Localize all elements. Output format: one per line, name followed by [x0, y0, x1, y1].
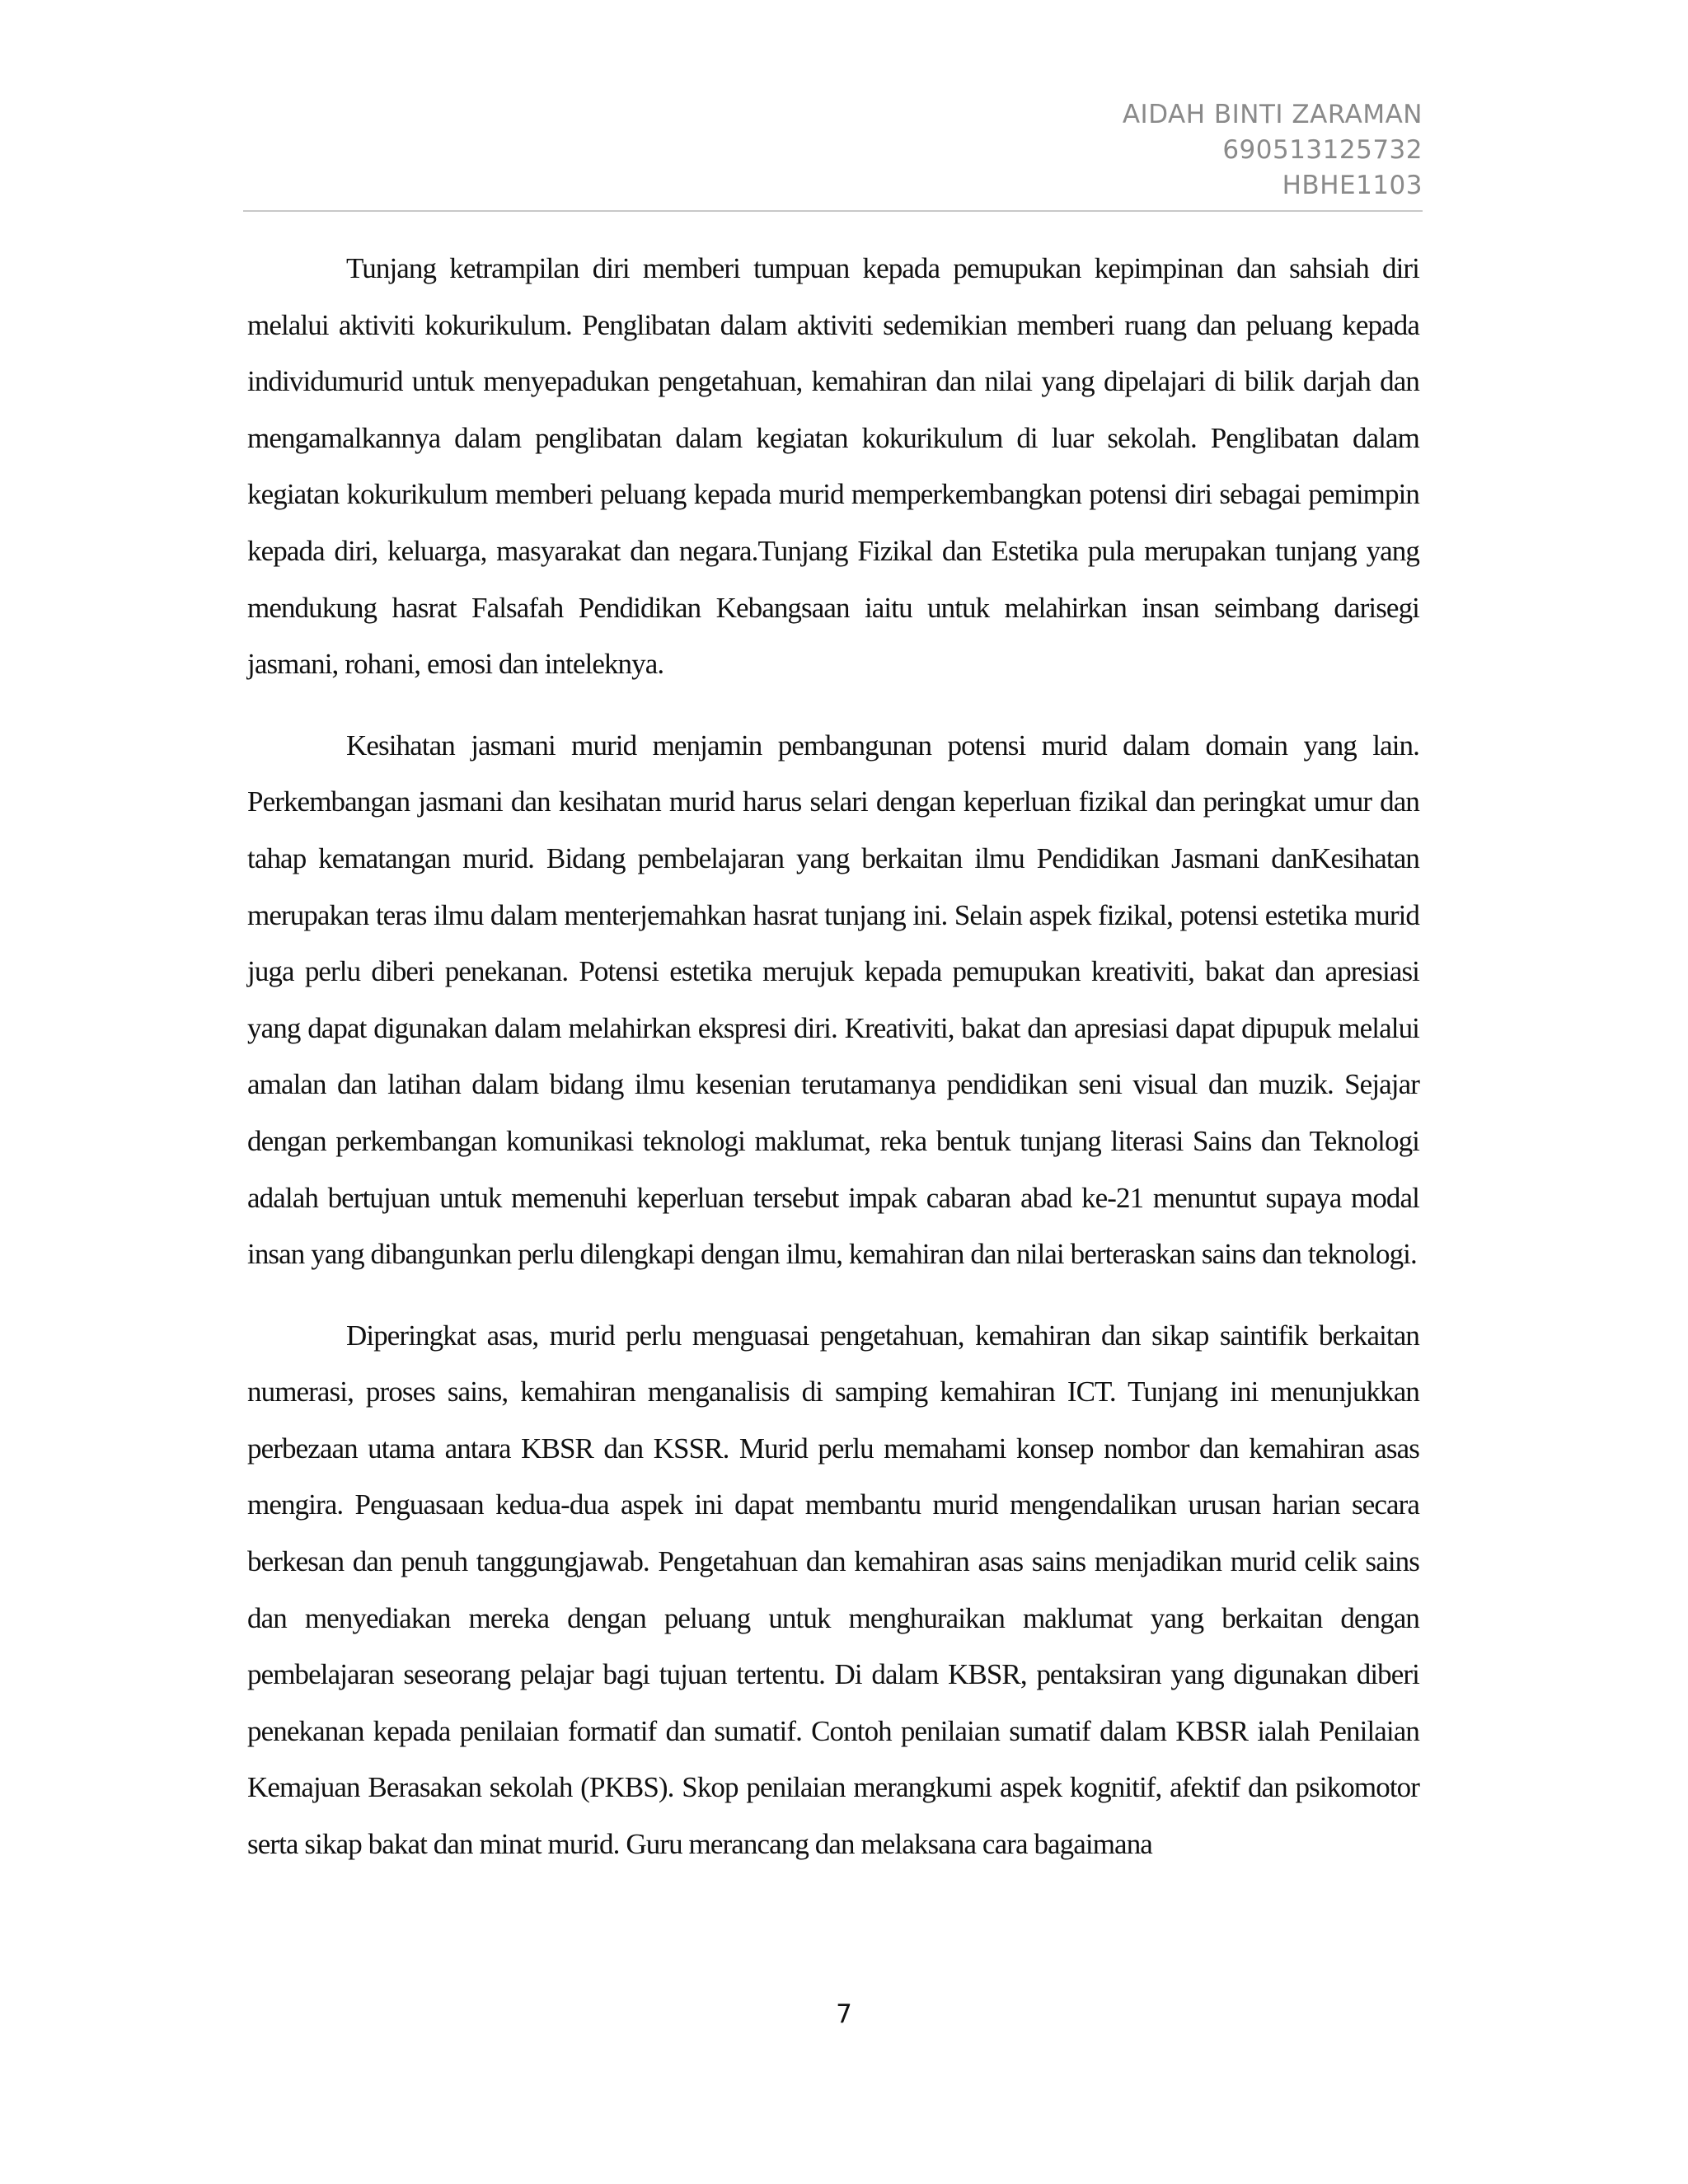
- header-author-name: AIDAH BINTI ZARAMAN: [1122, 100, 1423, 129]
- paragraph-1: Tunjang ketrampilan diri memberi tumpuan kepada pemupukan kepimpinan dan sahsiah diri melalui aktiviti kokurikulum. Penglibatan dalam aktiviti sedemikian memberi ruang dan peluang kepada individumurid untuk menyepadukan pengetahuan, kemahiran dan nilai yang dipelajari di bilik darjah dan mengamalkannya dalam penglibatan dalam kegiatan kokurikulum di luar sekolah. Penglibatan dalam kegiatan kokurikulum memberi peluang kepada murid memperkembangkan potensi diri sebagai pemimpin kepada diri, keluarga, masyarakat dan negara.Tunjang Fizikal dan Estetika pula merupakan tunjang yang mendukung hasrat Falsafah Pendidikan Kebangsaan iaitu untuk melahirkan insan seimbang darisegi jasmani, rohani, emosi dan inteleknya.: [247, 252, 1419, 681]
- document-body: [247, 241, 1419, 1873]
- paragraph-2: Kesihatan jasmani murid menjamin pembangunan potensi murid dalam domain yang lain. Perkembangan jasmani dan kesihatan murid harus selari dengan keperluan fizikal dan peringkat umur dan tahap kematangan murid. Bidang pembelajaran yang berkaitan ilmu Pendidikan Jasmani danKesihatan merupakan teras ilmu dalam menterjemahkan hasrat tunjang ini. Selain aspek fizikal, potensi estetika murid juga perlu diberi penekanan. Potensi estetika merujuk kepada pemupukan kreativiti, bakat dan apresiasi yang dapat digunakan dalam melahirkan ekspresi diri. Kreativiti, bakat dan apresiasi dapat dipupuk melalui amalan dan latihan dalam bidang ilmu kesenian terutamanya pendidikan seni visual dan muzik. Sejajar dengan perkembangan komunikasi teknologi maklumat, reka bentuk tunjang literasi Sains dan Teknologi adalah bertujuan untuk memenuhi keperluan tersebut impak cabaran abad ke-21 menuntut supaya modal insan yang dibangunkan perlu dilengkapi dengan ilmu, kemahiran dan nilai berteraskan sains dan teknologi.: [247, 729, 1419, 1271]
- page-number: 7: [836, 1999, 852, 2029]
- header-divider: [243, 210, 1423, 212]
- page-header: [1123, 97, 1423, 204]
- header-course-code: HBHE1103: [1282, 171, 1423, 200]
- paragraph-3: Diperingkat asas, murid perlu menguasai pengetahuan, kemahiran dan sikap saintifik berkaitan numerasi, proses sains, kemahiran menganalisis di samping kemahiran ICT. Tunjang ini menunjukkan perbezaan utama antara KBSR dan KSSR. Murid perlu memahami konsep nombor dan kemahiran asas mengira. Penguasaan kedua-dua aspek ini dapat membantu murid mengendalikan urusan harian secara berkesan dan penuh tanggungjawab. Pengetahuan dan kemahiran asas sains menjadikan murid celik sains dan menyediakan mereka dengan peluang untuk menghuraikan maklumat yang berkaitan dengan pembelajaran seseorang pelajar bagi tujuan tertentu. Di dalam KBSR, pentaksiran yang digunakan diberi penekanan kepada penilaian formatif dan sumatif. Contoh penilaian sumatif dalam KBSR ialah Penilaian Kemajuan Berasakan sekolah (PKBS). Skop penilaian merangkumi aspek kognitif, afektif dan psikomotor serta sikap bakat dan minat murid. Guru merancang dan melaksana cara bagaimana: [247, 1319, 1419, 1861]
- header-id-number: 690513125732: [1222, 135, 1423, 165]
